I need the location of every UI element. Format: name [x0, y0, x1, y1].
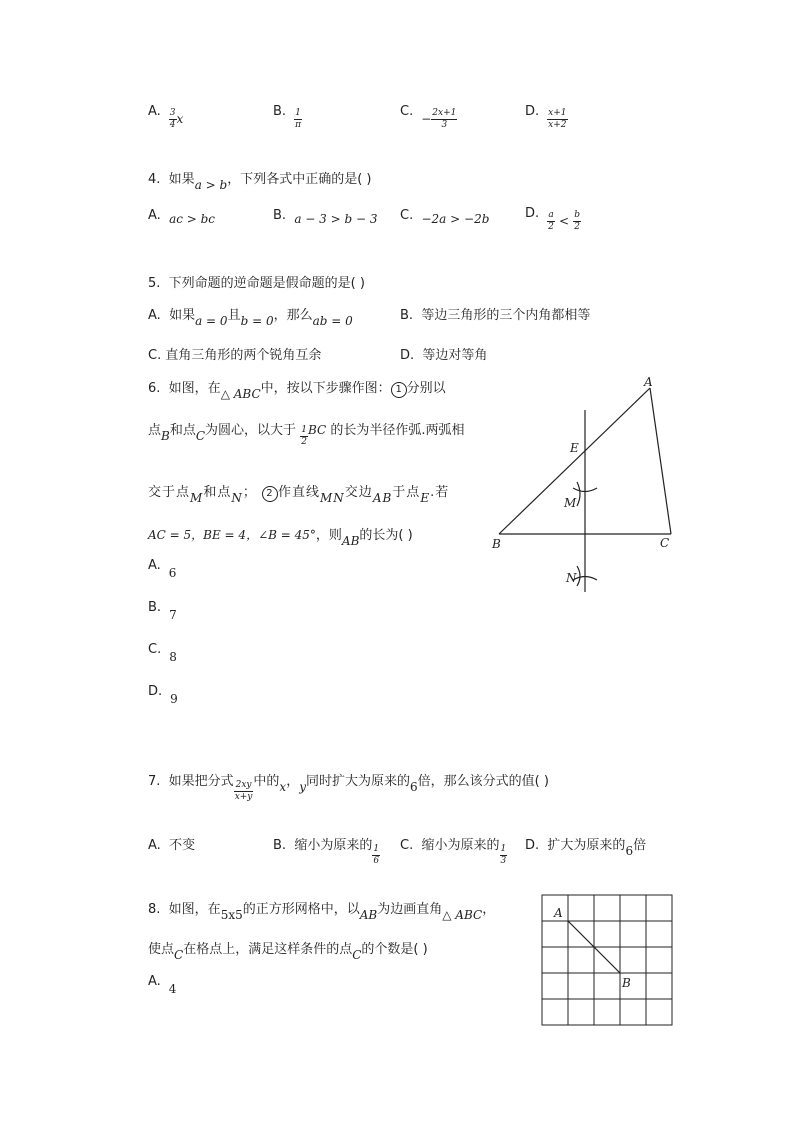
q5-option-d: D. 等边对等角 — [400, 348, 488, 363]
triangle-abc — [499, 388, 671, 592]
q8-option-a: A. 4 — [148, 974, 177, 996]
vertex-a-label: A — [644, 375, 653, 389]
q4-option-d: D. $\frac{a}{2}$ < $\frac{b}{2}$ — [525, 206, 580, 232]
fraction: $\frac{x+1}{x+2}$ — [548, 108, 567, 130]
arc-upper-right — [577, 482, 580, 506]
point-m-label: M — [564, 496, 577, 510]
q8-stem-line2: 使点C在格点上，满足这样条件的点C的个数是( ) — [148, 942, 428, 962]
q6-stem-line1: 6. 如图，在△ ABC中，按以下步骤作图： 1 分别以 — [148, 381, 446, 401]
fraction: $\frac{2x+1}{3}$ — [432, 108, 457, 130]
option-label: B. — [273, 104, 287, 119]
q7-option-c: C. 缩小为原来的 $\frac{1}{3}$ — [400, 838, 507, 866]
vertex-b-label: B — [492, 537, 501, 551]
q3-option-a: A. $\frac{3}{4}$ x — [148, 104, 184, 130]
q7-option-d: D. 扩大为原来的6倍 — [525, 838, 647, 858]
q6-stem-line3: 交于点M和点N； 2 作直线MN交边AB于点E.若 — [148, 485, 450, 505]
side-ac — [650, 388, 671, 534]
point-n-label: N — [566, 571, 577, 585]
q4-option-a: A. ac > bc — [148, 208, 216, 226]
q6-option-c: C. 8 — [148, 642, 177, 664]
arc-lower-right — [577, 566, 580, 586]
q4-stem: 4. 如果a > b，下列各式中正确的是( ) — [148, 172, 372, 192]
step-2-marker: 2 — [262, 486, 278, 502]
q7-option-a: A. 不变 — [148, 838, 196, 853]
q6-triangle-figure — [480, 370, 690, 592]
q8-stem-line1: 8. 如图，在5x5的正方形网格中，以AB为边画直角△ ABC， — [148, 902, 496, 922]
option-label: D. — [525, 104, 540, 119]
point-a-label: A — [554, 906, 563, 920]
q3-option-d — [525, 104, 568, 131]
q6-option-a: A. 6 — [148, 558, 177, 580]
option-label: C. — [400, 104, 414, 119]
q7-option-b: B. 缩小为原来的 $\frac{1}{6}$ — [273, 838, 380, 866]
option-label: A. — [148, 104, 161, 119]
q7-stem: 7. 如果把分式 $\frac{2xy}{x+y}$ 中的x，y同时扩大为原来的6倍，那么该分式的值( ) — [148, 774, 549, 802]
step-1-marker: 1 — [391, 382, 407, 398]
q4-option-c: C. −2a > −2b — [400, 208, 490, 226]
q5-option-b: B. 等边三角形的三个内角都相等 — [400, 308, 591, 323]
vertex-c-label: C — [660, 536, 670, 550]
fraction: $\frac{3}{4}$ — [169, 108, 176, 130]
q6-option-d: D. 9 — [148, 684, 178, 706]
q3-option-b — [273, 104, 302, 131]
q5-option-c: C. 直角三角形的两个锐角互余 — [148, 348, 322, 363]
q8-grid-figure — [540, 893, 674, 1027]
side-ab — [499, 388, 650, 534]
point-e-label: E — [570, 441, 579, 455]
fraction: $\frac{1}{\pi}$ — [295, 108, 301, 130]
q4-option-b: B. a − 3 > b − 3 — [273, 208, 378, 226]
q5-stem: 5. 下列命题的逆命题是假命题的是( ) — [148, 276, 365, 291]
point-b-label: B — [622, 976, 631, 990]
q3-option-c: C. − $\frac{2x+1}{3}$ — [400, 104, 457, 130]
q6-stem-line4: AC = 5，BE = 4，∠B = 45°，则AB的长为( ) — [148, 528, 413, 548]
q5-option-a: A. 如果a = 0且b = 0，那么ab = 0 — [148, 308, 353, 328]
q6-option-b: B. 7 — [148, 600, 177, 622]
q6-stem-line2: 点B和点C为圆心，以大于 $\frac{1}{2}$ BC 的长为半径作弧.两弧相 — [148, 423, 465, 447]
